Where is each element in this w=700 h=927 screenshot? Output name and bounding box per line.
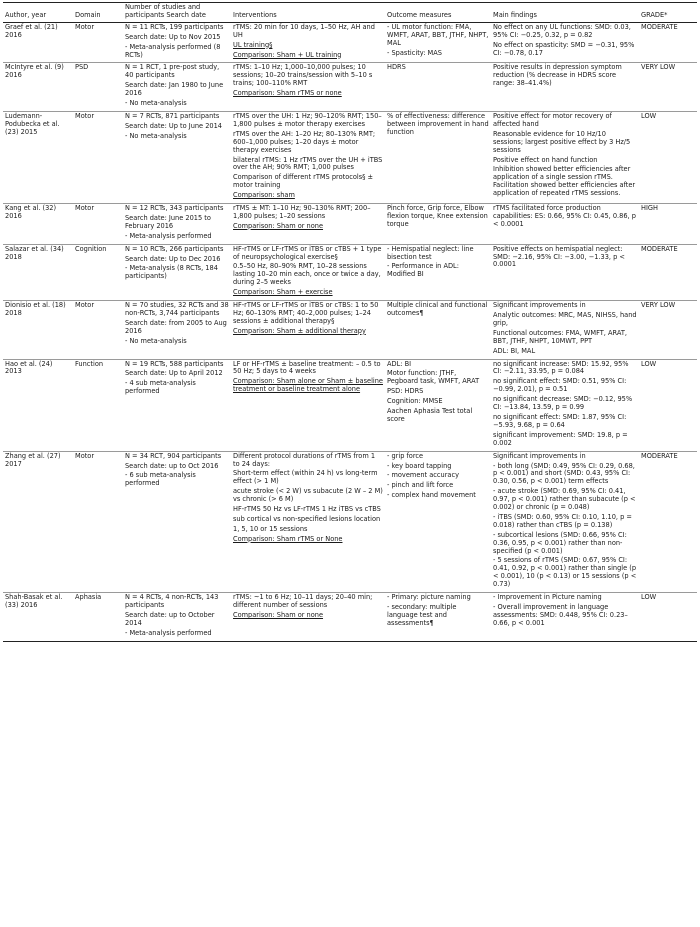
interventions-line: rTMS: 1–10 Hz; 1,000–10,000 pulses; 10 sessions; 10–20 trains/session with 5–10 s trains; 100–110% RMT <box>233 63 373 88</box>
interventions-line: bilateral rTMS: 1 Hz rTMS over the UH + iTBS over the AH; 90% RMT; 1,000 pulses <box>233 155 383 172</box>
studies-line: - Meta-analysis (8 RCTs, 184 participants) <box>125 264 218 281</box>
findings-line: Positive effect on hand function <box>493 155 598 164</box>
cell-studies <box>123 204 231 245</box>
outcomes-line: % of effectiveness: difference between improvement in hand function <box>387 111 489 136</box>
outcomes-line: - UL motor function: FMA, WMFT, ARAT, BBT, JTHF, NHPT, MAL <box>387 22 489 47</box>
findings-line: Inhibition showed better efficiencies after application of a single session rTMS. Facilitation showed better efficiencies after application of repeated rTMS sessions. <box>493 165 636 198</box>
cell-grade: LOW <box>641 359 657 368</box>
studies-line: - 4 sub meta-analysis performed <box>125 379 196 396</box>
cell-findings <box>491 359 639 451</box>
table-row <box>3 22 697 63</box>
interventions-line: Comparison of different rTMS protocols§ ± motor training <box>233 173 374 190</box>
cell-author: Ludemann-Podubecka et al. (23) 2015 <box>5 111 60 136</box>
outcomes-line: - Performance in ADL: Modified BI <box>387 262 459 279</box>
interventions-line: UL training§ <box>233 40 273 49</box>
cell-studies <box>123 593 231 642</box>
outcomes-line: - Hemispatial neglect: line bisection test <box>387 244 474 261</box>
header-grade: GRADE* <box>641 10 668 19</box>
outcomes-line: - Primary: picture naming <box>387 593 471 602</box>
cell-domain: Motor <box>75 22 95 31</box>
cell-grade: VERY LOW <box>641 63 676 72</box>
cell-studies <box>123 301 231 359</box>
studies-line: Search date: up to Oct 2016 <box>125 461 219 470</box>
cell-studies <box>123 111 231 203</box>
header-domain: Domain <box>75 10 101 19</box>
interventions-line: LF or HF-rTMS ± baseline treatment: – 0.5 to 50 Hz; 5 days to 4 weeks <box>233 359 381 376</box>
cell-domain: Cognition <box>75 244 107 253</box>
cell-interventions <box>231 301 385 359</box>
cell-findings <box>491 111 639 203</box>
interventions-line: Comparison: Sham + UL training <box>233 50 342 59</box>
cell-grade: VERY LOW <box>641 301 676 310</box>
outcomes-line: - secondary: multiple language test and assessments¶ <box>387 603 457 627</box>
cell-findings <box>491 301 639 359</box>
cell-outcomes <box>385 244 491 300</box>
studies-line: Search date: Jan 1980 to June 2016 <box>125 81 224 98</box>
interventions-line: acute stroke (< 2 W) vs subacute (2 W – 2 M) vs chronic (> 6 M) <box>233 487 383 504</box>
interventions-line: rTMS: ~1 to 6 Hz; 10–11 days; 20–40 min; different number of sessions <box>233 593 373 609</box>
interventions-line: 0.5–50 Hz, 80–90% RMT, 10–28 sessions lasting 10–20 min each, once or twice a day, during 2–5 weeks <box>233 262 381 287</box>
findings-line: - acute stroke (SMD: 0.69, 95% CI: 0.41, 0.97, p < 0.001) rather than subacute (p < 0.002) or chronic (p = 0.048) <box>493 487 636 512</box>
cell-outcomes <box>385 204 491 245</box>
studies-line: N = 1 RCT, 1 pre-post study, 40 participants <box>125 63 220 80</box>
findings-line: Positive effects on hemispatial neglect: SMD: −2.16, 95% CI: −3.00, −1.33, p < 0.0001 <box>493 244 625 269</box>
findings-line: no significant effect: SMD: 1.87, 95% CI: −5.93, 9.68, p = 0.64 <box>493 412 627 429</box>
header-interventions: Interventions <box>233 10 277 19</box>
interventions-line: rTMS over the AH: 1–20 Hz; 80–130% RMT; 600–1,000 pulses; 1–20 days ± motor therapy exercises <box>233 129 376 154</box>
table-row <box>3 593 697 642</box>
cell-findings <box>491 63 639 112</box>
cell-outcomes <box>385 111 491 203</box>
interventions-line: Comparison: Sham or none <box>233 221 324 230</box>
studies-line: Search date: Up to Dec 2016 <box>125 254 221 263</box>
cell-findings <box>491 244 639 300</box>
cell-author: Dionisio et al. (18) 2018 <box>5 301 66 317</box>
findings-line: No effect on any UL functions: SMD: 0.03, 95% CI: −0.25, 0.32, p = 0.82 <box>493 22 631 39</box>
findings-line: - 5 sessions of rTMS (SMD: 0.67, 95% CI: 0.41, 0.92, p < 0.001) rather than single (p < 0.001), 10 (p < 0.13) or 15 sessions (p < 0.73) <box>493 556 637 589</box>
studies-line: - 6 sub meta-analysis performed <box>125 471 196 488</box>
outcomes-line: Aachen Aphasia Test total score <box>387 407 473 423</box>
table-row <box>3 244 697 300</box>
interventions-line: Comparison: Sham or none <box>233 610 324 619</box>
cell-studies <box>123 22 231 63</box>
findings-line: no significant increase: SMD: 15.92, 95% CI: −2.11, 33.95, p = 0.084 <box>493 359 629 376</box>
header-outcomes: Outcome measures <box>387 10 452 19</box>
findings-line: No effect on spasticity: SMD = −0.31, 95% CI: −0.78, 0.17 <box>493 40 635 57</box>
review-table <box>3 2 697 642</box>
table-header-row <box>3 3 697 23</box>
studies-line: N = 7 RCTs, 871 participants <box>125 111 220 120</box>
studies-line: N = 10 RCTs, 266 participants <box>125 244 224 253</box>
cell-studies <box>123 451 231 593</box>
cell-findings <box>491 451 639 593</box>
interventions-line: Comparison: Sham alone or Sham ± baseline treatment or baseline treatment alone <box>233 377 383 394</box>
interventions-line: 1, 5, 10 or 15 sessions <box>233 524 308 533</box>
cell-outcomes <box>385 22 491 63</box>
cell-author: Hao et al. (24) 2013 <box>5 359 53 376</box>
studies-line: - Meta-analysis performed <box>125 231 212 240</box>
findings-line: Functional outcomes: FMA, WMFT, ARAT, BBT, JTHF, NHPT, 10MWT, PPT <box>493 328 627 345</box>
interventions-line: Different protocol durations of rTMS from 1 to 24 days: <box>233 451 376 468</box>
findings-line: - Overall improvement in language assessments: SMD: 0.448, 95% CI: 0.23–0.66, p < 0.001 <box>493 603 628 627</box>
cell-author: McIntyre et al. (9) 2016 <box>5 63 64 80</box>
cell-grade: MODERATE <box>641 244 678 253</box>
outcomes-line: Pinch force, Grip force, Elbow flexion torque, Knee extension torque <box>387 204 488 228</box>
cell-interventions <box>231 204 385 245</box>
cell-interventions <box>231 451 385 593</box>
interventions-line: Comparison: sham <box>233 191 295 200</box>
cell-grade: HIGH <box>641 204 658 213</box>
header-findings: Main findings <box>493 10 537 19</box>
studies-line: Search date: Up to April 2012 <box>125 369 223 378</box>
interventions-line: rTMS ± MT: 1–10 Hz; 90–130% RMT; 200–1,800 pulses; 1–20 sessions <box>233 204 371 220</box>
table-row <box>3 204 697 245</box>
outcomes-line: ADL: BI <box>387 359 412 368</box>
interventions-line: HF-rTMS or LF-rTMS or iTBS or cTBS + 1 type of neuropsychological exercise§ <box>233 244 382 261</box>
cell-domain: PSD <box>75 63 89 72</box>
cell-studies <box>123 244 231 300</box>
cell-domain: Motor <box>75 204 95 213</box>
studies-line: Search date: Up to June 2014 <box>125 121 222 130</box>
cell-findings <box>491 22 639 63</box>
studies-line: N = 70 studies, 32 RCTs and 38 non-RCTs, 3,744 participants <box>125 301 229 317</box>
studies-line: N = 19 RCTs, 588 participants <box>125 359 224 368</box>
interventions-line: HF-rTMS 50 Hz vs LF-rTMS 1 Hz iTBS vs cTBS <box>233 505 381 514</box>
studies-line: - Meta-analysis performed (8 RCTs) <box>125 42 221 59</box>
findings-line: Significant improvements in <box>493 301 586 310</box>
cell-interventions <box>231 111 385 203</box>
cell-findings <box>491 204 639 245</box>
cell-studies <box>123 63 231 112</box>
findings-line: no significant decrease: SMD: −0.12, 95% CI: −13.84, 13.59, p = 0.99 <box>493 395 633 412</box>
studies-line: N = 4 RCTs, 4 non-RCTs, 143 participants <box>125 593 219 609</box>
cell-author: Shah-Basak et al. (33) 2016 <box>5 593 63 609</box>
findings-line: significant improvement: SMD: 19.8, p = 0.002 <box>493 430 628 447</box>
findings-line: - Improvement in Picture naming <box>493 593 602 602</box>
findings-line: Significant improvements in <box>493 451 586 460</box>
studies-line: Search date: June 2015 to February 2016 <box>125 213 211 230</box>
cell-grade: MODERATE <box>641 451 678 460</box>
cell-domain: Aphasia <box>75 593 102 602</box>
studies-line: - No meta-analysis <box>125 131 187 140</box>
outcomes-line: HDRS <box>387 63 406 72</box>
outcomes-line: - pinch and lift force <box>387 481 454 490</box>
findings-line: ADL: BI, MAL <box>493 346 536 355</box>
studies-line: Search date: up to October 2014 <box>125 610 215 627</box>
findings-line: - both long (SMD: 0.49, 95% CI: 0.29, 0.68, p < 0.001) and short (SMD: 0.43, 95% CI: 0.30, 0.56, p < 0.001) term effects <box>493 461 635 486</box>
studies-line: N = 12 RCTs, 343 participants <box>125 204 224 213</box>
cell-author: Salazar et al. (34) 2018 <box>5 244 64 261</box>
outcomes-line: PSD: HDRS <box>387 387 424 396</box>
interventions-line: Comparison: Sham rTMS or None <box>233 534 343 543</box>
header-author: Author, year <box>5 10 47 19</box>
table-row <box>3 359 697 451</box>
findings-line: - subcortical lesions (SMD: 0.66, 95% CI: 0.36, 0.95, p < 0.001) rather than non-specified (p < 0.001) <box>493 530 627 555</box>
interventions-line: Comparison: Sham + exercise <box>233 288 333 297</box>
interventions-line: rTMS over the UH: 1 Hz; 90–120% RMT; 150–1,800 pulses ± motor therapy exercises <box>233 111 382 128</box>
cell-author: Zhang et al. (27) 2017 <box>5 451 61 468</box>
header-studies: Number of studies and participants Search date <box>125 3 206 19</box>
outcomes-line: - Spasticity: MAS <box>387 48 442 57</box>
cell-studies <box>123 359 231 451</box>
table-row <box>3 301 697 359</box>
cell-outcomes <box>385 359 491 451</box>
outcomes-line: - complex hand movement <box>387 491 476 500</box>
outcomes-line: - key board tapping <box>387 461 452 470</box>
cell-findings <box>491 593 639 642</box>
cell-domain: Function <box>75 359 104 368</box>
outcomes-line: Cognition: MMSE <box>387 397 443 406</box>
cell-outcomes <box>385 63 491 112</box>
cell-outcomes <box>385 593 491 642</box>
cell-grade: LOW <box>641 593 657 602</box>
table-row <box>3 451 697 593</box>
outcomes-line: - movement accuracy <box>387 471 459 480</box>
interventions-line: Short-term effect (within 24 h) vs long-term effect (> 1 M) <box>233 469 378 486</box>
findings-line: - iTBS (SMD: 0.60, 95% CI: 0.10, 1.10, p = 0.018) rather than cTBS (p = 0.138) <box>493 512 632 529</box>
interventions-line: Comparison: Sham ± additional therapy <box>233 326 366 335</box>
studies-line: Search date: Up to Nov 2015 <box>125 32 221 41</box>
cell-interventions <box>231 63 385 112</box>
findings-line: Analytic outcomes: MRC, MAS, NIHSS, hand grip, <box>493 311 637 327</box>
cell-interventions <box>231 593 385 642</box>
studies-line: - No meta-analysis <box>125 336 187 345</box>
outcomes-line: Multiple clinical and functional outcomes¶ <box>387 301 488 317</box>
studies-line: Search date: from 2005 to Aug 2016 <box>125 318 227 335</box>
table-row <box>3 111 697 203</box>
cell-interventions <box>231 244 385 300</box>
studies-line: - No meta-analysis <box>125 99 187 108</box>
findings-line: rTMS facilitated force production capabilities: ES: 0.66, 95% CI: 0.45, 0.86, p < 0.0001 <box>493 204 636 228</box>
findings-line: Reasonable evidence for 10 Hz/10 sessions; largest positive effect by 3 Hz/5 sessions <box>493 129 631 154</box>
cell-domain: Motor <box>75 451 95 460</box>
findings-line: Positive results in depression symptom reduction (% decrease in HDRS score range: 38–41.4%) <box>493 63 622 88</box>
cell-interventions <box>231 359 385 451</box>
outcomes-line: - grip force <box>387 451 424 460</box>
studies-line: N = 11 RCTs, 199 participants <box>125 22 224 31</box>
interventions-line: HF-rTMS or LF-rTMS or iTBS or cTBS: 1 to 50 Hz; 60–130% RMT; 40–2,000 pulses; 1–24 sessions ± additional therapy§ <box>233 301 379 325</box>
cell-outcomes <box>385 451 491 593</box>
cell-author: Graef et al. (21) 2016 <box>5 22 58 39</box>
cell-grade: MODERATE <box>641 22 678 31</box>
interventions-line: Comparison: Sham rTMS or none <box>233 89 342 98</box>
cell-outcomes <box>385 301 491 359</box>
interventions-line: sub cortical vs non-specified lesions location <box>233 514 381 523</box>
studies-line: N = 34 RCT, 904 participants <box>125 451 222 460</box>
cell-domain: Motor <box>75 301 95 310</box>
findings-line: no significant effect: SMD: 0.51, 95% CI: −0.99, 2.01), p = 0.51 <box>493 377 627 394</box>
findings-line: Positive effect for motor recovery of affected hand <box>493 111 612 128</box>
cell-domain: Motor <box>75 111 95 120</box>
cell-interventions <box>231 22 385 63</box>
table-body <box>3 22 697 641</box>
table-row <box>3 63 697 112</box>
interventions-line: rTMS: 20 min for 10 days, 1–50 Hz, AH and UH <box>233 22 375 39</box>
cell-grade: LOW <box>641 111 657 120</box>
outcomes-line: Motor function: JTHF, Pegboard task, WMFT, ARAT <box>387 369 480 386</box>
studies-line: - Meta-analysis performed <box>125 628 212 637</box>
cell-author: Kang et al. (32) 2016 <box>5 204 57 220</box>
